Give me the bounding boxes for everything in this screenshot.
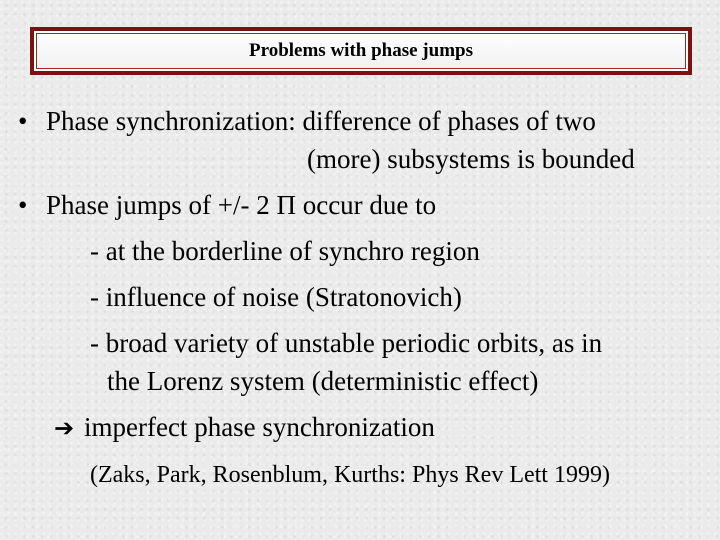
bullet-phase-synchronization-continued: (more) subsystems is bounded [307, 144, 635, 174]
bullet-marker: • [18, 106, 28, 136]
slide-title: Problems with phase jumps [36, 33, 686, 69]
right-arrow-icon: ➔ [54, 416, 75, 442]
bullet-marker: • [18, 190, 28, 220]
bullet-text: Phase synchronization: difference of phases of two [46, 106, 596, 136]
cause-unstable-orbits: - broad variety of unstable periodic orbits, as in [90, 328, 603, 358]
conclusion [54, 411, 435, 445]
conclusion-text: imperfect phase synchronization [84, 412, 435, 442]
cause-unstable-orbits-continued: the Lorenz system (deterministic effect) [107, 366, 539, 396]
citation: (Zaks, Park, Rosenblum, Kurths: Phys Rev Lett 1999) [90, 462, 610, 488]
cause-borderline: - at the borderline of synchro region [90, 236, 480, 266]
bullet-phase-synchronization [18, 105, 596, 137]
bullet-phase-jumps [18, 189, 436, 221]
bullet-text: Phase jumps of +/- 2 Π occur due to [46, 190, 437, 220]
slide-title-frame [30, 27, 692, 75]
cause-noise: - influence of noise (Stratonovich) [90, 282, 462, 312]
